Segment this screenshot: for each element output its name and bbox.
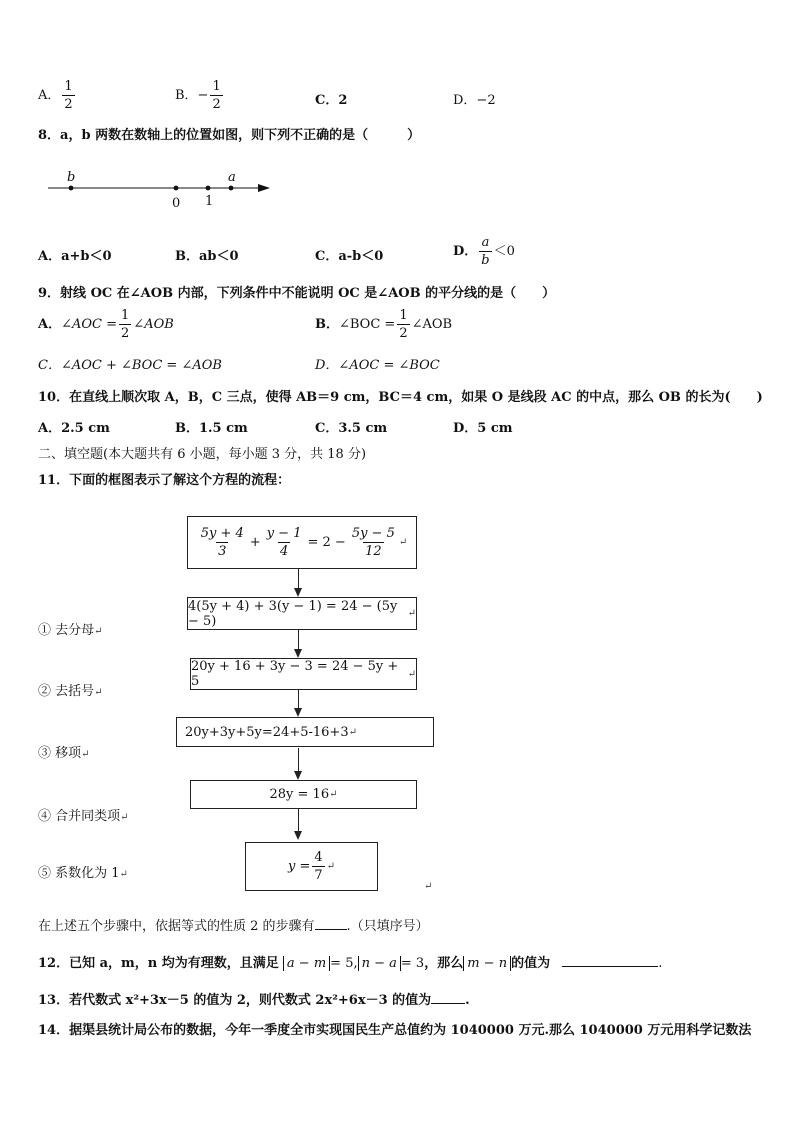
point-one <box>206 186 211 191</box>
return-mark: ↵ <box>81 749 90 760</box>
box3-text: 20y + 16 + 3y − 3 = 24 − 5y + 5 <box>191 659 399 689</box>
q13-line: 13．若代数式 x²+3x－5 的值为 2，则代数式 2x²+6x－3 的值为 . <box>38 993 470 1008</box>
q13-pre: 13．若代数式 x²+3x－5 的值为 2，则代数式 2x²+6x－3 的值为 <box>38 993 432 1008</box>
return-mark: ↵ <box>120 812 129 823</box>
q7-option-b-fraction <box>210 80 222 111</box>
number-line-label-a: a <box>228 170 236 185</box>
q9-option-a <box>38 309 174 340</box>
q7-b-denominator: 2 <box>212 97 221 112</box>
box1-frac1-den: 3 <box>218 544 227 559</box>
q7-a-numerator: 1 <box>64 79 73 94</box>
return-mark: ↵ <box>407 608 416 619</box>
q8-option-d-label: D． <box>453 244 478 259</box>
return-mark: ↵ <box>329 789 338 800</box>
q9-option-c: C．∠AOC + ∠BOC = ∠AOB <box>38 358 222 373</box>
box1-plus: + <box>249 535 261 550</box>
q9-option-b <box>315 309 452 340</box>
q8-option-c: C．a-b＜0 <box>315 249 384 264</box>
step-label-1 <box>38 619 103 638</box>
q12-mid: ，那么 <box>424 956 464 971</box>
arrow-down-icon <box>294 649 302 658</box>
flow-box-original-equation <box>187 516 417 569</box>
return-mark: ↵ <box>348 726 357 738</box>
box1-frac3-den: 12 <box>365 544 382 559</box>
box6-den: 7 <box>314 868 323 883</box>
q8-option-d <box>453 236 515 267</box>
q7-option-b <box>175 80 225 111</box>
q14-line: 14．据渠县统计局公布的数据，今年一季度全市实现国民生产总值约为 1040000 万元.那么 1040000 万元用科学记数法 <box>38 1023 752 1038</box>
number-line-arrow-icon <box>258 184 270 192</box>
q9-b-denominator: 2 <box>399 326 408 341</box>
q12-abs-2: n − a <box>358 956 401 971</box>
q12-line: 12．已知 a，m，n 均为有理数，且满足 a − m = 5, n − a = 3，那么 m − n 的值为 . <box>38 956 663 971</box>
q9-a-right: ∠AOB <box>133 317 174 332</box>
step1-text: ① 去分母 <box>38 623 95 638</box>
step-label-3 <box>38 742 90 761</box>
q11-answer-blank[interactable] <box>315 929 347 930</box>
flow-box-step1 <box>187 597 417 630</box>
q8-option-b: B．ab＜0 <box>175 249 239 264</box>
flow-arrow-2 <box>298 629 299 650</box>
flow-box-step4 <box>190 780 417 809</box>
q11-tail <box>38 915 429 934</box>
q8-number-line <box>40 165 280 215</box>
q7-option-a-fraction <box>62 80 74 111</box>
q10-option-a: A．2.5 cm <box>38 421 110 436</box>
q12-eq-1: = 5, <box>330 956 358 971</box>
arrow-down-icon <box>294 831 302 840</box>
box6-left: y = <box>287 859 311 874</box>
box6-num: 4 <box>314 850 323 865</box>
box1-frac2-den: 4 <box>279 544 289 559</box>
box1-fraction-3 <box>350 527 397 558</box>
flow-arrow-3 <box>298 689 299 709</box>
return-mark: ↵ <box>119 869 128 880</box>
q8-d-denominator: b <box>481 253 490 268</box>
step-label-2 <box>38 680 103 699</box>
q7-option-b-label: B．− <box>175 88 209 103</box>
arrow-down-icon <box>294 708 302 717</box>
q11-tail-pre: 在上述五个步骤中，依据等式的性质 2 的步骤有 <box>38 919 315 934</box>
flow-arrow-4 <box>298 748 299 772</box>
return-mark: ↵ <box>424 881 433 892</box>
flow-box-step3 <box>176 717 434 747</box>
q8-d-fraction <box>479 236 491 267</box>
q11-stem: 11．下面的框图表示了解这个方程的流程： <box>38 473 291 488</box>
number-line-label-zero: 0 <box>172 196 181 211</box>
q12-eq-2: = 3 <box>400 956 425 971</box>
q7-option-a <box>38 80 77 111</box>
step4-text: ④ 合并同类项 <box>38 809 121 824</box>
step-label-5 <box>38 862 128 881</box>
q9-a-denominator: 2 <box>121 326 130 341</box>
point-b <box>69 186 74 191</box>
q9-stem: 9．射线 OC 在∠AOB 内部，下列条件中不能说明 OC 是∠AOB 的平分线的是（ ） <box>38 286 556 301</box>
q12-abs-3: m − n <box>463 956 511 971</box>
box1-frac3-num: 5y − 5 <box>351 526 395 541</box>
q7-option-c: C．2 <box>315 93 348 108</box>
q12-pre: 12．已知 a，m，n 均为有理数，且满足 <box>38 956 279 971</box>
q9-option-d: D．∠AOC = ∠BOC <box>315 358 440 373</box>
q9-a-left: ∠AOC = <box>61 317 118 332</box>
step-label-4 <box>38 805 129 824</box>
box6-fraction <box>312 851 324 882</box>
q9-b-right: ∠AOB <box>411 317 453 332</box>
q9-a-numerator: 1 <box>121 308 130 323</box>
return-mark: ↵ <box>326 861 336 872</box>
q7-option-a-label: A． <box>38 88 61 103</box>
q12-answer-blank[interactable] <box>562 966 658 967</box>
step2-text: ② 去括号 <box>38 684 95 699</box>
q7-b-numerator: 1 <box>212 79 221 94</box>
q9-b-numerator: 1 <box>399 308 408 323</box>
q7-a-denominator: 2 <box>64 97 73 112</box>
return-mark: ↵ <box>398 537 408 548</box>
q7-option-d: D．−2 <box>453 93 496 108</box>
flow-box-step5 <box>245 842 378 891</box>
q13-answer-blank[interactable] <box>431 1003 465 1004</box>
arrow-down-icon <box>294 771 302 780</box>
q10-option-d: D．5 cm <box>453 421 513 436</box>
box1-frac2-num: y − 1 <box>266 526 302 541</box>
q10-stem: 10．在直线上顺次取 A，B，C 三点，使得 AB＝9 cm，BC＝4 cm，如果 O 是线段 AC 的中点，那么 OB 的长为( ) <box>38 390 763 405</box>
arrow-down-icon <box>294 588 302 597</box>
box5-text: 28y = 16 <box>269 787 330 802</box>
q9-a-fraction <box>119 309 131 340</box>
q10-option-c: C．3.5 cm <box>315 421 388 436</box>
return-mark: ↵ <box>94 626 103 637</box>
box4-text: 20y+3y+5y=24+5-16+3 <box>185 724 349 740</box>
point-a <box>229 186 234 191</box>
box2-text: 4(5y + 4) + 3(y − 1) = 24 − (5y − 5) <box>188 598 398 629</box>
box1-fraction-2 <box>265 527 304 558</box>
return-mark: ↵ <box>94 687 103 698</box>
number-line-label-b: b <box>67 170 76 185</box>
q8-d-numerator: a <box>481 235 490 250</box>
q9-option-b-label: B． <box>315 317 339 332</box>
q9-option-a-label: A． <box>38 317 62 332</box>
q9-b-left: ∠BOC = <box>339 317 396 332</box>
number-line-label-one: 1 <box>205 194 214 209</box>
q9-b-fraction <box>397 309 409 340</box>
section-heading: 二、填空题(本大题共有 6 小题，每小题 3 分，共 18 分) <box>38 447 367 462</box>
flow-arrow-5 <box>298 808 299 832</box>
return-mark: ↵ <box>407 668 416 680</box>
q8-stem: 8．a，b 两数在数轴上的位置如图，则下列不正确的是（ ） <box>38 128 421 143</box>
q11-tail-post: .（只填序号） <box>346 919 429 934</box>
q10-option-b: B．1.5 cm <box>175 421 248 436</box>
q12-abs-1: a − m <box>283 956 330 971</box>
q12-post: 的值为 <box>511 956 551 971</box>
q8-option-a: A．a+b＜0 <box>38 249 112 264</box>
step3-text: ③ 移项 <box>38 746 82 761</box>
box1-frac1-num: 5y + 4 <box>200 526 244 541</box>
flow-box-step2 <box>190 658 417 690</box>
q8-option-d-tail: ＜0 <box>493 244 515 259</box>
step5-text: ⑤ 系数化为 1 <box>38 866 120 881</box>
box1-mid: = 2 − <box>307 535 346 550</box>
box1-fraction-1 <box>199 527 246 558</box>
flow-arrow-1 <box>298 568 299 589</box>
point-zero <box>174 186 179 191</box>
